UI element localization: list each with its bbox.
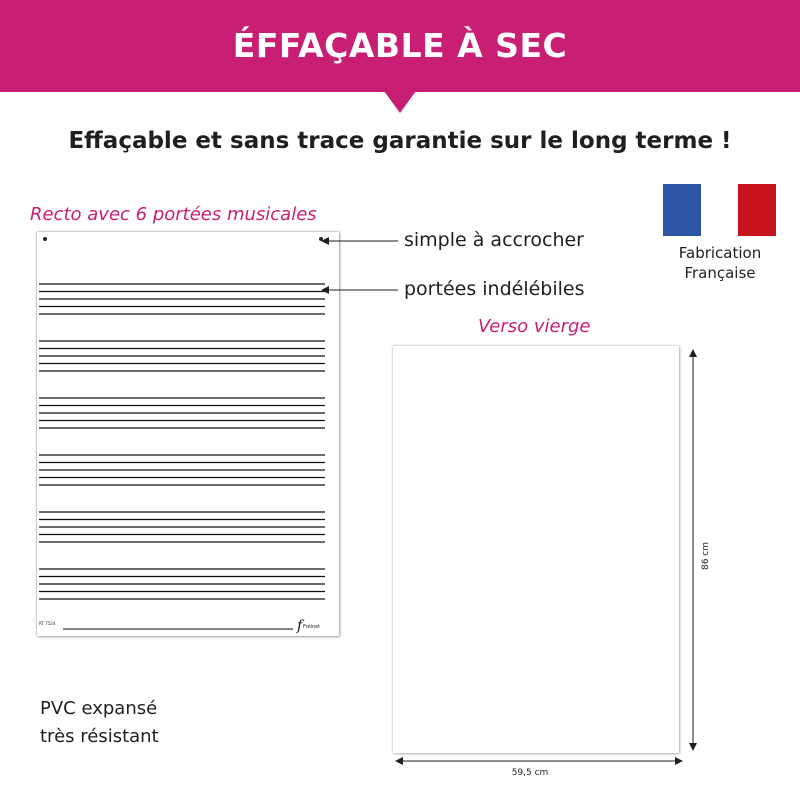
made-in-line1: Fabrication	[678, 244, 762, 262]
brand-f-icon: f	[297, 618, 303, 634]
material-line1: PVC expansé	[40, 698, 158, 719]
hang-label: simple à accrocher	[404, 229, 584, 251]
width-label: 59,5 cm	[511, 768, 549, 778]
recto-caption: Recto avec 6 portées musicales	[30, 204, 317, 225]
footer-ref-label: RT 7524	[39, 621, 56, 626]
height-label: 86 cm	[701, 541, 711, 571]
verso-caption: Verso vierge	[478, 316, 591, 337]
subtitle: Effaçable et sans trace garantie sur le long terme !	[68, 128, 732, 154]
banner-title: ÉFFAÇABLE À SEC	[232, 26, 568, 65]
material-line2: très résistant	[40, 726, 159, 747]
footer-brand-label: Fréinet	[303, 624, 321, 630]
staves-label: portées indélébiles	[404, 278, 585, 300]
made-in-line2: Française	[684, 264, 756, 282]
material-info	[40, 695, 159, 751]
